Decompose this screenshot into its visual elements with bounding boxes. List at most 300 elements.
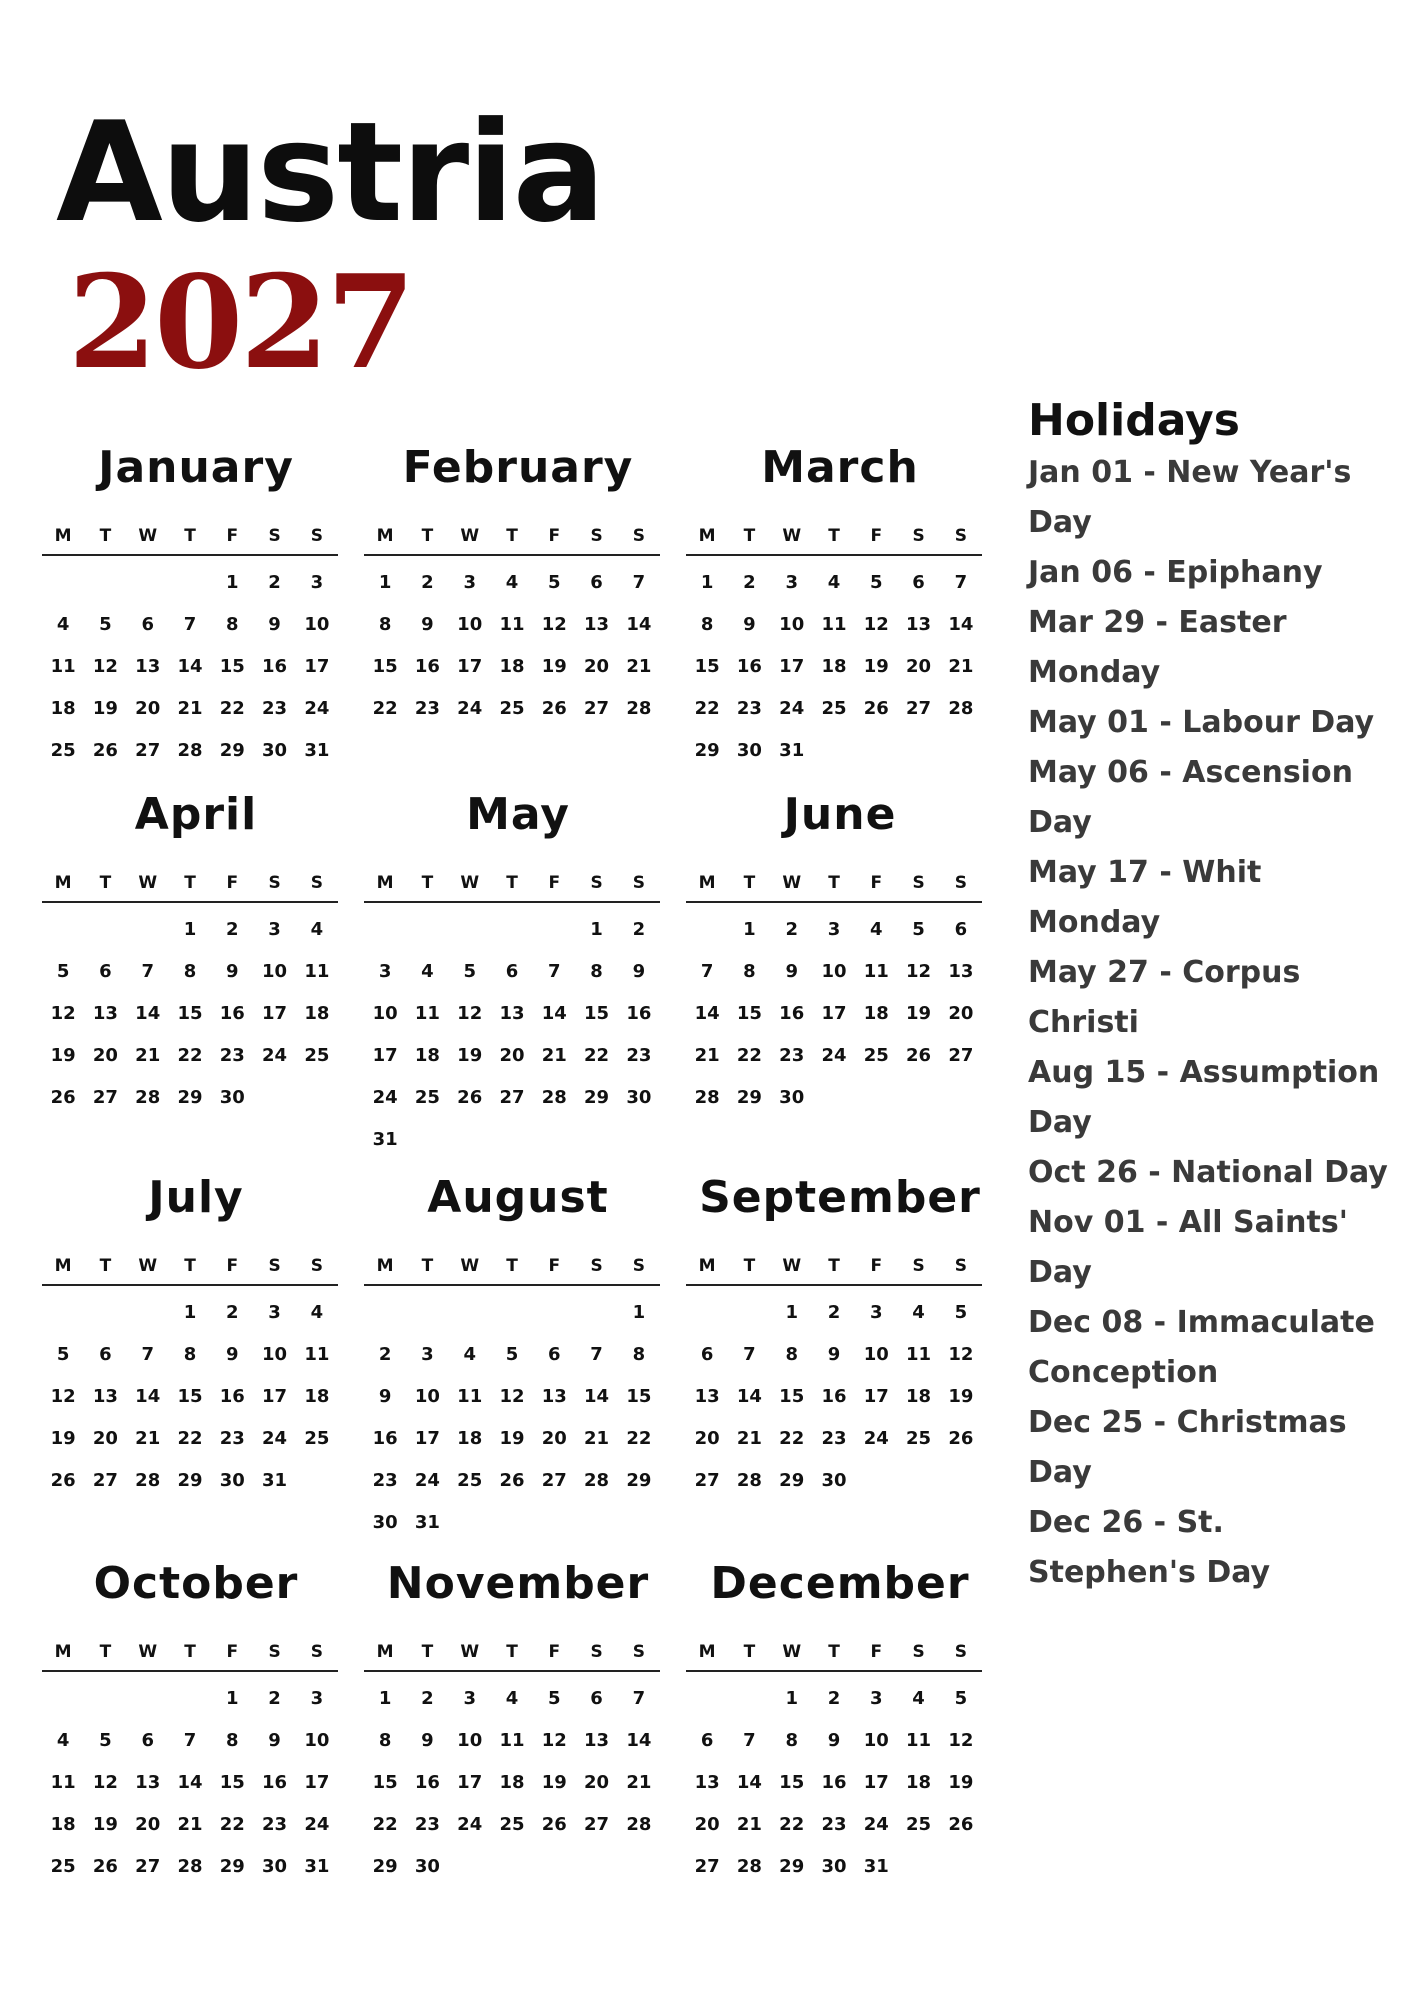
day-cell: 10 — [779, 614, 805, 635]
day-cell: 3 — [378, 961, 392, 982]
weekday-label: S — [632, 1256, 645, 1276]
day-cell: 21 — [135, 1428, 161, 1449]
weekday-label: T — [99, 1256, 112, 1276]
day-cell: 23 — [779, 1045, 805, 1066]
day-cell: 18 — [499, 1772, 525, 1793]
day-empty — [533, 1292, 575, 1334]
day-cell: 19 — [948, 1772, 974, 1793]
day-cell: 11 — [50, 1772, 76, 1793]
day-cell: 2 — [421, 572, 434, 593]
day-cell: 10 — [457, 1730, 483, 1751]
weekday-label: T — [506, 526, 518, 546]
day-cell: 23 — [262, 1814, 288, 1835]
day-cell: 3 — [785, 572, 798, 593]
holiday-item: Aug 15 - Assumption Day — [1028, 1055, 1380, 1140]
day-empty — [169, 562, 211, 604]
day-cell: 6 — [141, 1730, 154, 1751]
weekday-label: M — [376, 873, 394, 893]
holiday-item: Jan 06 - Epiphany — [1028, 555, 1323, 590]
day-cell: 10 — [262, 961, 288, 982]
day-cell: 18 — [906, 1772, 932, 1793]
day-cell: 14 — [736, 1386, 762, 1407]
month-february — [364, 440, 660, 730]
day-cell: 12 — [499, 1386, 525, 1407]
weekday-header — [42, 1640, 338, 1672]
weekday-header — [686, 524, 982, 556]
weekday-label: T — [828, 1256, 840, 1276]
day-cell: 27 — [906, 698, 932, 719]
weekday-header — [364, 871, 660, 903]
day-cell: 8 — [378, 1730, 392, 1751]
day-cell: 14 — [177, 656, 203, 677]
day-cell: 24 — [457, 698, 483, 719]
weekday-label: F — [548, 1256, 561, 1276]
day-cell: 5 — [99, 1730, 112, 1751]
day-grid — [42, 562, 338, 772]
weekday-label: T — [184, 873, 196, 893]
day-cell: 12 — [457, 1003, 483, 1024]
holiday-item: Dec 26 - St. Stephen's Day — [1028, 1505, 1271, 1590]
day-cell: 5 — [505, 1344, 519, 1365]
day-empty — [686, 909, 728, 951]
day-cell: 14 — [626, 614, 652, 635]
day-cell: 2 — [268, 1688, 281, 1709]
month-title: February — [402, 442, 634, 493]
day-cell: 21 — [626, 1772, 652, 1793]
holiday-item: May 06 - Ascension Day — [1028, 755, 1353, 840]
day-empty — [84, 1678, 126, 1720]
day-cell: 27 — [948, 1045, 974, 1066]
day-cell: 19 — [499, 1428, 525, 1449]
weekday-label: M — [698, 526, 716, 546]
day-cell: 18 — [304, 1386, 330, 1407]
weekday-label: S — [310, 1256, 323, 1276]
day-cell: 6 — [548, 1344, 561, 1365]
day-cell: 10 — [262, 1344, 288, 1365]
day-cell: 14 — [694, 1003, 720, 1024]
weekday-header — [42, 1254, 338, 1286]
day-cell: 6 — [954, 919, 968, 940]
day-cell: 11 — [906, 1344, 932, 1365]
day-cell: 27 — [135, 1856, 161, 1877]
day-cell: 26 — [92, 1856, 118, 1877]
day-cell: 16 — [372, 1428, 398, 1449]
day-cell: 21 — [177, 1814, 203, 1835]
day-cell: 27 — [694, 1856, 720, 1877]
day-cell: 18 — [457, 1428, 483, 1449]
weekday-header — [364, 1254, 660, 1286]
day-cell: 18 — [863, 1003, 889, 1024]
weekday-label: F — [226, 526, 239, 546]
day-cell: 15 — [177, 1003, 203, 1024]
day-cell: 24 — [304, 1814, 330, 1835]
day-cell: 25 — [906, 1428, 932, 1449]
day-cell: 19 — [541, 656, 567, 677]
day-cell: 10 — [304, 1730, 330, 1751]
day-cell: 13 — [135, 1772, 161, 1793]
holiday-item: Mar 29 - Easter Monday — [1028, 605, 1287, 690]
day-cell: 9 — [743, 614, 756, 635]
day-cell: 8 — [785, 1344, 798, 1365]
day-cell: 22 — [694, 698, 720, 719]
day-cell: 31 — [304, 740, 330, 761]
month-title: November — [386, 1558, 650, 1609]
year-title: 2027 — [68, 248, 413, 398]
day-empty — [575, 1292, 617, 1334]
day-cell: 29 — [584, 1087, 610, 1108]
day-cell: 30 — [736, 740, 762, 761]
weekday-label: T — [421, 1256, 434, 1276]
day-cell: 19 — [863, 656, 889, 677]
day-cell: 7 — [632, 572, 646, 593]
day-empty — [686, 1678, 728, 1720]
day-cell: 16 — [219, 1003, 245, 1024]
holiday-item: May 01 - Labour Day — [1028, 705, 1375, 740]
weekday-label: W — [138, 1642, 158, 1662]
day-cell: 24 — [457, 1814, 483, 1835]
day-cell: 20 — [584, 656, 610, 677]
weekday-label: W — [460, 1642, 480, 1662]
day-cell: 10 — [304, 614, 330, 635]
day-cell: 3 — [463, 572, 476, 593]
day-cell: 27 — [92, 1087, 118, 1108]
day-cell: 18 — [50, 698, 76, 719]
day-cell: 8 — [632, 1344, 646, 1365]
day-cell: 4 — [912, 1688, 925, 1709]
day-cell: 11 — [414, 1003, 440, 1024]
day-cell: 7 — [141, 1344, 154, 1365]
day-cell: 5 — [56, 961, 70, 982]
day-cell: 31 — [414, 1512, 440, 1533]
day-grid — [364, 909, 660, 1161]
weekday-label: F — [548, 1642, 561, 1662]
day-cell: 16 — [736, 656, 762, 677]
day-cell: 28 — [177, 740, 203, 761]
day-cell: 6 — [505, 961, 519, 982]
day-cell: 27 — [584, 698, 610, 719]
weekday-label: T — [743, 526, 756, 546]
day-cell: 6 — [590, 1688, 603, 1709]
day-cell: 10 — [863, 1344, 889, 1365]
day-cell: 5 — [463, 961, 476, 982]
day-cell: 9 — [226, 1344, 239, 1365]
day-cell: 13 — [499, 1003, 525, 1024]
day-cell: 13 — [694, 1772, 720, 1793]
day-cell: 11 — [499, 614, 525, 635]
weekday-label: M — [376, 1256, 394, 1276]
day-cell: 26 — [50, 1087, 76, 1108]
day-cell: 25 — [906, 1814, 932, 1835]
day-cell: 23 — [736, 698, 762, 719]
weekday-header — [686, 1640, 982, 1672]
day-cell: 5 — [912, 919, 925, 940]
day-cell: 2 — [226, 1302, 239, 1323]
day-cell: 24 — [414, 1470, 440, 1491]
day-cell: 24 — [262, 1045, 288, 1066]
weekday-label: S — [954, 873, 967, 893]
day-cell: 29 — [177, 1470, 203, 1491]
weekday-label: S — [954, 1256, 967, 1276]
day-cell: 16 — [779, 1003, 805, 1024]
month-march — [686, 440, 982, 772]
day-cell: 2 — [632, 919, 646, 940]
day-cell: 31 — [304, 1856, 330, 1877]
weekday-label: T — [184, 1642, 196, 1662]
day-cell: 6 — [700, 1344, 714, 1365]
day-cell: 12 — [92, 1772, 118, 1793]
day-cell: 3 — [310, 572, 324, 593]
day-cell: 23 — [219, 1428, 245, 1449]
day-cell: 13 — [541, 1386, 567, 1407]
day-cell: 4 — [505, 1688, 519, 1709]
day-cell: 6 — [141, 614, 154, 635]
holiday-item: Dec 25 - Christmas Day — [1028, 1405, 1347, 1490]
weekday-header — [42, 524, 338, 556]
day-cell: 28 — [135, 1470, 161, 1491]
day-cell: 1 — [226, 1688, 239, 1709]
weekday-label: F — [870, 1256, 883, 1276]
day-cell: 29 — [372, 1856, 398, 1877]
day-cell: 17 — [863, 1386, 889, 1407]
day-cell: 11 — [50, 656, 76, 677]
weekday-label: W — [138, 526, 158, 546]
day-cell: 1 — [785, 1688, 798, 1709]
day-empty — [42, 1292, 84, 1334]
weekday-label: S — [268, 1256, 281, 1276]
day-cell: 4 — [827, 572, 841, 593]
day-cell: 16 — [262, 656, 288, 677]
day-cell: 1 — [590, 919, 603, 940]
day-cell: 5 — [870, 572, 883, 593]
weekday-header — [686, 1254, 982, 1286]
weekday-label: W — [782, 1642, 802, 1662]
day-cell: 26 — [92, 740, 118, 761]
day-cell: 30 — [414, 1856, 440, 1877]
day-cell: 28 — [177, 1856, 203, 1877]
day-empty — [84, 1292, 126, 1334]
weekday-label: F — [548, 526, 561, 546]
day-cell: 4 — [56, 614, 70, 635]
day-cell: 15 — [626, 1386, 652, 1407]
day-cell: 6 — [99, 1344, 112, 1365]
day-cell: 21 — [736, 1814, 762, 1835]
month-september — [686, 1170, 982, 1502]
day-cell: 4 — [505, 572, 519, 593]
weekday-label: T — [421, 526, 434, 546]
day-cell: 17 — [457, 656, 483, 677]
day-cell: 25 — [414, 1087, 440, 1108]
day-cell: 1 — [378, 1688, 392, 1709]
day-cell: 23 — [414, 1814, 440, 1835]
day-cell: 7 — [548, 961, 561, 982]
day-cell: 23 — [626, 1045, 652, 1066]
month-april — [42, 787, 338, 1119]
month-title: April — [134, 789, 258, 840]
day-cell: 2 — [226, 919, 239, 940]
day-cell: 11 — [304, 961, 330, 982]
day-cell: 28 — [694, 1087, 720, 1108]
day-cell: 22 — [219, 1814, 245, 1835]
day-cell: 30 — [779, 1087, 805, 1108]
weekday-label: M — [698, 1256, 716, 1276]
weekday-label: M — [698, 873, 716, 893]
weekday-label: W — [138, 1256, 158, 1276]
day-cell: 8 — [700, 614, 714, 635]
day-cell: 15 — [736, 1003, 762, 1024]
day-empty — [364, 1292, 406, 1334]
day-cell: 12 — [92, 656, 118, 677]
day-cell: 22 — [626, 1428, 652, 1449]
weekday-label: S — [268, 873, 281, 893]
day-grid — [686, 562, 982, 772]
day-cell: 12 — [948, 1344, 974, 1365]
day-cell: 14 — [736, 1772, 762, 1793]
day-cell: 4 — [310, 919, 324, 940]
day-cell: 1 — [743, 919, 756, 940]
day-cell: 12 — [50, 1003, 76, 1024]
month-june — [686, 787, 982, 1119]
day-cell: 20 — [499, 1045, 525, 1066]
day-cell: 30 — [821, 1470, 847, 1491]
day-cell: 1 — [183, 1302, 197, 1323]
day-cell: 5 — [56, 1344, 70, 1365]
holiday-item: Oct 26 - National Day — [1028, 1155, 1388, 1190]
day-cell: 23 — [821, 1428, 847, 1449]
day-grid — [686, 1678, 982, 1888]
weekday-label: T — [99, 873, 112, 893]
weekday-label: T — [506, 1642, 518, 1662]
weekday-label: M — [376, 526, 394, 546]
weekday-label: M — [376, 1642, 394, 1662]
day-cell: 15 — [372, 656, 398, 677]
day-empty — [728, 1292, 770, 1334]
weekday-label: S — [912, 1642, 925, 1662]
day-cell: 15 — [219, 656, 245, 677]
day-grid — [42, 909, 338, 1119]
day-cell: 3 — [827, 919, 841, 940]
weekday-label: W — [138, 873, 158, 893]
month-january — [42, 440, 338, 772]
day-cell: 17 — [262, 1003, 288, 1024]
weekday-label: T — [828, 1642, 840, 1662]
day-empty — [84, 909, 126, 951]
day-cell: 2 — [785, 919, 798, 940]
day-cell: 26 — [948, 1814, 974, 1835]
day-cell: 18 — [906, 1386, 932, 1407]
day-cell: 12 — [541, 614, 567, 635]
weekday-label: T — [506, 1256, 518, 1276]
day-cell: 13 — [92, 1386, 118, 1407]
day-cell: 29 — [694, 740, 720, 761]
day-cell: 16 — [821, 1772, 847, 1793]
day-cell: 4 — [912, 1302, 925, 1323]
day-cell: 16 — [262, 1772, 288, 1793]
day-cell: 13 — [92, 1003, 118, 1024]
weekday-label: S — [310, 1642, 323, 1662]
day-cell: 30 — [262, 1856, 288, 1877]
day-empty — [42, 1678, 84, 1720]
day-empty — [84, 562, 126, 604]
day-cell: 1 — [785, 1302, 798, 1323]
day-cell: 30 — [626, 1087, 652, 1108]
day-cell: 18 — [499, 656, 525, 677]
day-empty — [491, 1292, 533, 1334]
day-cell: 14 — [135, 1003, 161, 1024]
day-cell: 11 — [304, 1344, 330, 1365]
day-cell: 18 — [304, 1003, 330, 1024]
day-grid — [686, 1292, 982, 1502]
day-cell: 22 — [736, 1045, 762, 1066]
weekday-label: S — [310, 526, 323, 546]
weekday-label: M — [698, 1642, 716, 1662]
day-cell: 19 — [50, 1045, 76, 1066]
day-cell: 9 — [421, 1730, 434, 1751]
day-cell: 23 — [219, 1045, 245, 1066]
weekday-label: T — [99, 526, 112, 546]
day-cell: 9 — [827, 1730, 841, 1751]
day-cell: 27 — [584, 1814, 610, 1835]
day-cell: 4 — [310, 1302, 324, 1323]
day-cell: 10 — [821, 961, 847, 982]
day-cell: 29 — [219, 1856, 245, 1877]
day-cell: 19 — [541, 1772, 567, 1793]
day-cell: 20 — [694, 1428, 720, 1449]
day-cell: 7 — [954, 572, 968, 593]
day-cell: 19 — [457, 1045, 483, 1066]
day-cell: 12 — [906, 961, 932, 982]
weekday-label: T — [743, 1256, 756, 1276]
day-cell: 2 — [268, 572, 281, 593]
day-cell: 28 — [948, 698, 974, 719]
day-cell: 20 — [92, 1045, 118, 1066]
weekday-label: T — [743, 1642, 756, 1662]
weekday-label: F — [226, 1256, 239, 1276]
day-cell: 18 — [50, 1814, 76, 1835]
day-cell: 9 — [378, 1386, 392, 1407]
day-cell: 7 — [141, 961, 154, 982]
day-cell: 24 — [372, 1087, 398, 1108]
day-cell: 13 — [948, 961, 974, 982]
day-cell: 11 — [863, 961, 889, 982]
day-cell: 6 — [590, 572, 603, 593]
day-cell: 8 — [743, 961, 756, 982]
day-cell: 26 — [863, 698, 889, 719]
day-cell: 1 — [632, 1302, 646, 1323]
weekday-header — [364, 524, 660, 556]
day-cell: 25 — [821, 698, 847, 719]
day-cell: 7 — [183, 1730, 197, 1751]
day-cell: 24 — [779, 698, 805, 719]
day-cell: 28 — [736, 1856, 762, 1877]
day-cell: 3 — [268, 1302, 281, 1323]
day-cell: 15 — [372, 1772, 398, 1793]
month-august — [364, 1170, 660, 1544]
day-cell: 17 — [863, 1772, 889, 1793]
day-cell: 29 — [626, 1470, 652, 1491]
day-empty — [169, 1678, 211, 1720]
day-cell: 22 — [779, 1428, 805, 1449]
month-may — [364, 787, 660, 1161]
day-cell: 17 — [262, 1386, 288, 1407]
weekday-label: S — [954, 526, 967, 546]
day-cell: 22 — [779, 1814, 805, 1835]
day-cell: 17 — [304, 1772, 330, 1793]
day-cell: 24 — [262, 1428, 288, 1449]
day-cell: 15 — [779, 1386, 805, 1407]
day-cell: 23 — [262, 698, 288, 719]
weekday-label: S — [632, 873, 645, 893]
day-cell: 25 — [499, 1814, 525, 1835]
